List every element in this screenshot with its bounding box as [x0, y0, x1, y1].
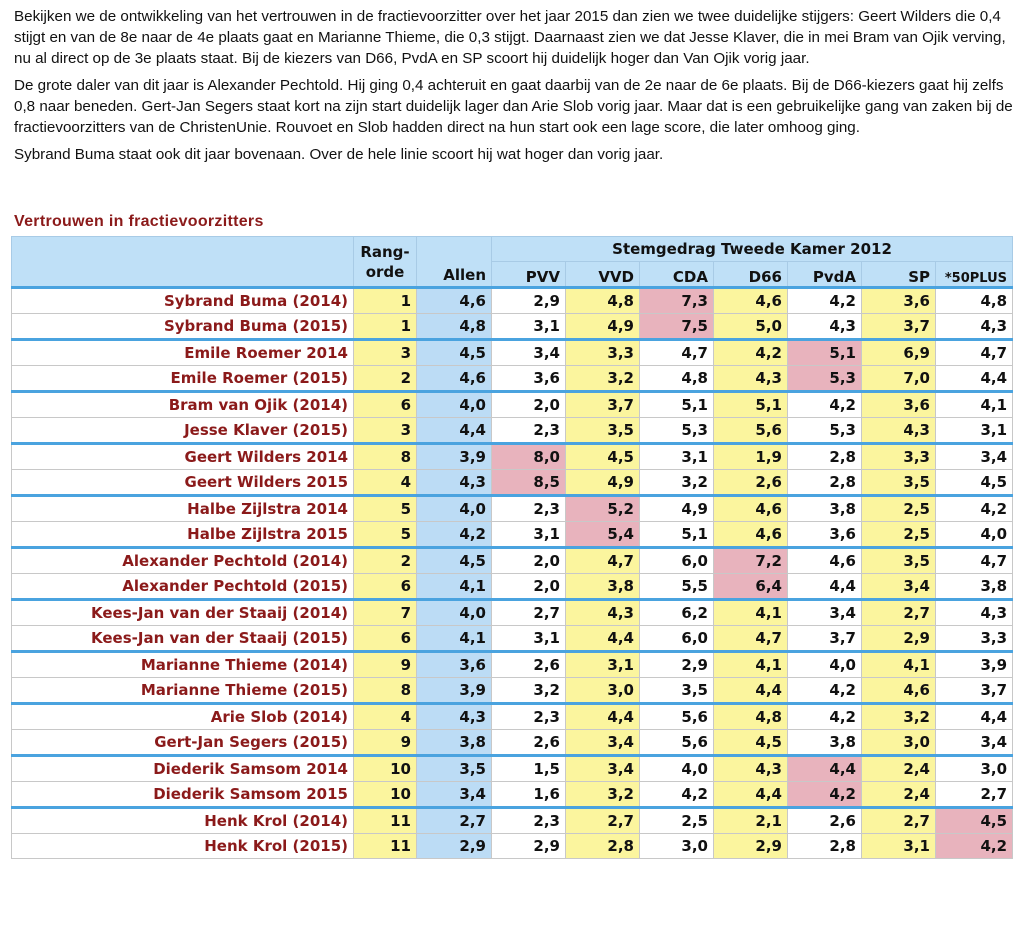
allen-cell: 3,8: [417, 730, 492, 756]
header-party-3: CDA: [640, 262, 714, 288]
party-score-6: 3,6: [862, 288, 936, 314]
party-score-3: 4,7: [640, 340, 714, 366]
rank-cell: 9: [354, 652, 417, 678]
party-score-4: 2,9: [714, 834, 788, 859]
party-score-7: 3,0: [936, 756, 1013, 782]
party-score-3: 3,0: [640, 834, 714, 859]
party-score-4: 6,4: [714, 574, 788, 600]
table-row: [12, 366, 1013, 392]
party-score-2: 2,8: [566, 834, 640, 859]
party-score-2: 4,4: [566, 704, 640, 730]
party-score-6: 2,4: [862, 756, 936, 782]
allen-cell: 4,5: [417, 340, 492, 366]
party-score-6: 3,3: [862, 444, 936, 470]
rank-cell: 2: [354, 366, 417, 392]
leader-name: Diederik Samsom 2014: [12, 756, 354, 782]
party-score-2: 4,3: [566, 600, 640, 626]
allen-cell: 4,0: [417, 496, 492, 522]
header-allen: Allen: [417, 237, 492, 288]
table-row: [12, 314, 1013, 340]
allen-cell: 4,5: [417, 548, 492, 574]
party-score-2: 3,0: [566, 678, 640, 704]
party-score-7: 3,8: [936, 574, 1013, 600]
party-score-1: 2,3: [492, 496, 566, 522]
trust-table: [11, 236, 1013, 859]
party-score-7: 4,7: [936, 548, 1013, 574]
party-score-4: 5,0: [714, 314, 788, 340]
party-score-5: 5,1: [788, 340, 862, 366]
leader-name: Halbe Zijlstra 2015: [12, 522, 354, 548]
leader-name: Emile Roemer 2014: [12, 340, 354, 366]
allen-cell: 4,6: [417, 288, 492, 314]
party-score-3: 5,1: [640, 392, 714, 418]
party-score-1: 2,9: [492, 834, 566, 859]
party-score-2: 3,8: [566, 574, 640, 600]
rank-cell: 2: [354, 548, 417, 574]
party-score-6: 3,0: [862, 730, 936, 756]
allen-cell: 2,9: [417, 834, 492, 859]
party-score-3: 5,3: [640, 418, 714, 444]
party-score-1: 3,2: [492, 678, 566, 704]
party-score-5: 5,3: [788, 366, 862, 392]
party-score-2: 4,8: [566, 288, 640, 314]
party-score-6: 3,2: [862, 704, 936, 730]
rank-cell: 4: [354, 470, 417, 496]
table-title: Vertrouwen in fractievoorzitters: [14, 213, 264, 230]
party-score-4: 4,1: [714, 600, 788, 626]
party-score-3: 4,8: [640, 366, 714, 392]
leader-name: Henk Krol (2014): [12, 808, 354, 834]
party-score-2: 3,5: [566, 418, 640, 444]
table-row: [12, 704, 1013, 730]
party-score-5: 2,8: [788, 470, 862, 496]
leader-name: Halbe Zijlstra 2014: [12, 496, 354, 522]
party-score-6: 4,3: [862, 418, 936, 444]
party-score-5: 2,8: [788, 444, 862, 470]
header-group-label: Stemgedrag Tweede Kamer 2012: [492, 237, 1013, 262]
intro-text: [14, 6, 1014, 171]
allen-cell: 4,8: [417, 314, 492, 340]
party-score-3: 6,2: [640, 600, 714, 626]
party-score-6: 2,9: [862, 626, 936, 652]
party-score-5: 4,4: [788, 756, 862, 782]
header-party-6: SP: [862, 262, 936, 288]
table-row: [12, 392, 1013, 418]
party-score-3: 5,6: [640, 704, 714, 730]
table-row: [12, 548, 1013, 574]
leader-name: Geert Wilders 2014: [12, 444, 354, 470]
allen-cell: 4,0: [417, 392, 492, 418]
table-row: [12, 782, 1013, 808]
rank-cell: 8: [354, 678, 417, 704]
party-score-4: 4,5: [714, 730, 788, 756]
party-score-7: 4,4: [936, 366, 1013, 392]
leader-name: Bram van Ojik (2014): [12, 392, 354, 418]
party-score-7: 4,4: [936, 704, 1013, 730]
party-score-7: 2,7: [936, 782, 1013, 808]
party-score-4: 5,6: [714, 418, 788, 444]
rank-cell: 11: [354, 834, 417, 859]
party-score-7: 4,7: [936, 340, 1013, 366]
party-score-3: 4,0: [640, 756, 714, 782]
party-score-1: 2,0: [492, 574, 566, 600]
leader-name: Henk Krol (2015): [12, 834, 354, 859]
table-row: [12, 652, 1013, 678]
party-score-7: 3,7: [936, 678, 1013, 704]
party-score-1: 1,6: [492, 782, 566, 808]
party-score-1: 8,0: [492, 444, 566, 470]
party-score-5: 4,2: [788, 678, 862, 704]
party-score-3: 6,0: [640, 548, 714, 574]
party-score-3: 3,5: [640, 678, 714, 704]
party-score-2: 5,4: [566, 522, 640, 548]
rank-cell: 3: [354, 340, 417, 366]
table-row: [12, 756, 1013, 782]
table-row: [12, 730, 1013, 756]
leader-name: Marianne Thieme (2015): [12, 678, 354, 704]
party-score-1: 2,0: [492, 548, 566, 574]
party-score-1: 2,3: [492, 418, 566, 444]
rank-cell: 6: [354, 574, 417, 600]
party-score-3: 7,3: [640, 288, 714, 314]
party-score-1: 2,6: [492, 652, 566, 678]
party-score-3: 3,1: [640, 444, 714, 470]
intro-paragraph-1: Bekijken we de ontwikkeling van het vertrouwen in de fractievoorzitter over het jaar 2015 dan zien we twee duidelijke stijgers: Geert Wilders die 0,4 stijgt en van de 8e naar de 4e plaats gaat en Marianne Thieme, die 0,3 stijgt. Daarnaast zien we dat Jesse Klaver, die in mei Bram van Ojik verving, nu al direct op de 3e plaats staat. Bij de kiezers van D66, PvdA en SP scoort hij duidelijk hoger dan Van Ojik vorig jaar.: [14, 8, 1006, 67]
party-score-7: 3,4: [936, 444, 1013, 470]
party-score-7: 4,0: [936, 522, 1013, 548]
table-row: [12, 600, 1013, 626]
party-score-4: 4,7: [714, 626, 788, 652]
party-score-5: 2,6: [788, 808, 862, 834]
party-score-1: 2,0: [492, 392, 566, 418]
rank-cell: 9: [354, 730, 417, 756]
party-score-1: 1,5: [492, 756, 566, 782]
intro-paragraph-3: Sybrand Buma staat ook dit jaar bovenaan. Over de hele linie scoort hij wat hoger dan vorig jaar.: [14, 146, 664, 163]
leader-name: Diederik Samsom 2015: [12, 782, 354, 808]
party-score-3: 7,5: [640, 314, 714, 340]
party-score-6: 2,7: [862, 808, 936, 834]
party-score-5: 4,6: [788, 548, 862, 574]
header-party-4: D66: [714, 262, 788, 288]
party-score-3: 4,2: [640, 782, 714, 808]
party-score-7: 4,1: [936, 392, 1013, 418]
party-score-1: 2,6: [492, 730, 566, 756]
leader-name: Geert Wilders 2015: [12, 470, 354, 496]
table-row: [12, 678, 1013, 704]
allen-cell: 3,9: [417, 678, 492, 704]
rank-cell: 1: [354, 288, 417, 314]
party-score-7: 4,2: [936, 834, 1013, 859]
rank-cell: 5: [354, 496, 417, 522]
party-score-7: 4,3: [936, 600, 1013, 626]
party-score-4: 4,1: [714, 652, 788, 678]
party-score-3: 3,2: [640, 470, 714, 496]
rank-cell: 6: [354, 626, 417, 652]
rank-cell: 5: [354, 522, 417, 548]
party-score-4: 4,6: [714, 288, 788, 314]
party-score-1: 3,6: [492, 366, 566, 392]
rank-cell: 4: [354, 704, 417, 730]
allen-cell: 4,6: [417, 366, 492, 392]
party-score-2: 3,4: [566, 756, 640, 782]
rank-cell: 6: [354, 392, 417, 418]
party-score-7: 3,4: [936, 730, 1013, 756]
allen-cell: 3,6: [417, 652, 492, 678]
party-score-2: 3,4: [566, 730, 640, 756]
table-row: [12, 626, 1013, 652]
table-row: [12, 496, 1013, 522]
party-score-6: 2,7: [862, 600, 936, 626]
rank-cell: 7: [354, 600, 417, 626]
party-score-3: 5,1: [640, 522, 714, 548]
rank-cell: 3: [354, 418, 417, 444]
rank-cell: 11: [354, 808, 417, 834]
allen-cell: 3,5: [417, 756, 492, 782]
leader-name: Gert-Jan Segers (2015): [12, 730, 354, 756]
party-score-2: 4,9: [566, 470, 640, 496]
party-score-7: 3,1: [936, 418, 1013, 444]
party-score-3: 5,5: [640, 574, 714, 600]
table-row: [12, 834, 1013, 859]
allen-cell: 3,4: [417, 782, 492, 808]
party-score-2: 4,5: [566, 444, 640, 470]
party-score-6: 3,6: [862, 392, 936, 418]
party-score-5: 2,8: [788, 834, 862, 859]
leader-name: Alexander Pechtold (2015): [12, 574, 354, 600]
header-party-7: *50PLUS: [936, 262, 1013, 288]
party-score-4: 2,6: [714, 470, 788, 496]
party-score-4: 1,9: [714, 444, 788, 470]
party-score-4: 4,8: [714, 704, 788, 730]
party-score-6: 2,5: [862, 496, 936, 522]
party-score-6: 2,5: [862, 522, 936, 548]
allen-cell: 4,2: [417, 522, 492, 548]
party-score-5: 4,4: [788, 574, 862, 600]
party-score-5: 3,7: [788, 626, 862, 652]
party-score-6: 3,1: [862, 834, 936, 859]
header-rang-line2: orde: [365, 262, 405, 281]
party-score-2: 3,3: [566, 340, 640, 366]
party-score-7: 4,3: [936, 314, 1013, 340]
party-score-1: 3,1: [492, 626, 566, 652]
party-score-1: 2,3: [492, 704, 566, 730]
party-score-2: 3,2: [566, 782, 640, 808]
party-score-7: 4,5: [936, 470, 1013, 496]
table-row: [12, 470, 1013, 496]
party-score-7: 4,5: [936, 808, 1013, 834]
party-score-3: 5,6: [640, 730, 714, 756]
party-score-3: 2,5: [640, 808, 714, 834]
party-score-2: 5,2: [566, 496, 640, 522]
party-score-5: 4,2: [788, 392, 862, 418]
table-row: [12, 418, 1013, 444]
header-party-1: PVV: [492, 262, 566, 288]
leader-name: Sybrand Buma (2015): [12, 314, 354, 340]
party-score-2: 3,1: [566, 652, 640, 678]
allen-cell: 2,7: [417, 808, 492, 834]
header-rang-line1: Rang-: [360, 242, 410, 261]
leader-name: Arie Slob (2014): [12, 704, 354, 730]
party-score-5: 3,6: [788, 522, 862, 548]
allen-cell: 4,0: [417, 600, 492, 626]
header-rang: [354, 237, 417, 288]
party-score-2: 2,7: [566, 808, 640, 834]
party-score-3: 4,9: [640, 496, 714, 522]
rank-cell: 10: [354, 756, 417, 782]
rank-cell: 8: [354, 444, 417, 470]
party-score-2: 4,4: [566, 626, 640, 652]
header-name-cell: [12, 237, 354, 288]
party-score-1: 2,7: [492, 600, 566, 626]
party-score-2: 3,7: [566, 392, 640, 418]
party-score-5: 3,4: [788, 600, 862, 626]
allen-cell: 4,3: [417, 704, 492, 730]
party-score-4: 4,6: [714, 496, 788, 522]
table-row: [12, 808, 1013, 834]
table-row: [12, 288, 1013, 314]
party-score-5: 4,2: [788, 704, 862, 730]
party-score-6: 4,6: [862, 678, 936, 704]
party-score-3: 6,0: [640, 626, 714, 652]
party-score-6: 3,7: [862, 314, 936, 340]
party-score-6: 3,5: [862, 548, 936, 574]
party-score-5: 3,8: [788, 730, 862, 756]
party-score-6: 4,1: [862, 652, 936, 678]
party-score-1: 3,4: [492, 340, 566, 366]
party-score-6: 7,0: [862, 366, 936, 392]
leader-name: Sybrand Buma (2014): [12, 288, 354, 314]
party-score-4: 4,6: [714, 522, 788, 548]
party-score-4: 5,1: [714, 392, 788, 418]
party-score-5: 4,2: [788, 288, 862, 314]
table-row: [12, 522, 1013, 548]
party-score-1: 2,9: [492, 288, 566, 314]
table-row: [12, 340, 1013, 366]
party-score-3: 2,9: [640, 652, 714, 678]
party-score-1: 3,1: [492, 314, 566, 340]
leader-name: Alexander Pechtold (2014): [12, 548, 354, 574]
party-score-7: 4,8: [936, 288, 1013, 314]
rank-cell: 10: [354, 782, 417, 808]
leader-name: Kees-Jan van der Staaij (2015): [12, 626, 354, 652]
party-score-5: 4,3: [788, 314, 862, 340]
party-score-6: 2,4: [862, 782, 936, 808]
party-score-5: 4,0: [788, 652, 862, 678]
header-party-2: VVD: [566, 262, 640, 288]
party-score-6: 6,9: [862, 340, 936, 366]
party-score-2: 4,7: [566, 548, 640, 574]
party-score-1: 2,3: [492, 808, 566, 834]
header-party-5: PvdA: [788, 262, 862, 288]
party-score-4: 2,1: [714, 808, 788, 834]
party-score-7: 3,9: [936, 652, 1013, 678]
party-score-4: 7,2: [714, 548, 788, 574]
party-score-4: 4,4: [714, 782, 788, 808]
party-score-2: 3,2: [566, 366, 640, 392]
party-score-6: 3,5: [862, 470, 936, 496]
allen-cell: 4,1: [417, 574, 492, 600]
allen-cell: 3,9: [417, 444, 492, 470]
party-score-5: 4,2: [788, 782, 862, 808]
party-score-4: 4,3: [714, 366, 788, 392]
allen-cell: 4,1: [417, 626, 492, 652]
party-score-7: 4,2: [936, 496, 1013, 522]
party-score-5: 3,8: [788, 496, 862, 522]
party-score-7: 3,3: [936, 626, 1013, 652]
leader-name: Kees-Jan van der Staaij (2014): [12, 600, 354, 626]
rank-cell: 1: [354, 314, 417, 340]
party-score-4: 4,2: [714, 340, 788, 366]
party-score-6: 3,4: [862, 574, 936, 600]
party-score-4: 4,4: [714, 678, 788, 704]
allen-cell: 4,4: [417, 418, 492, 444]
party-score-1: 3,1: [492, 522, 566, 548]
table-row: [12, 444, 1013, 470]
table-row: [12, 574, 1013, 600]
intro-paragraph-2: De grote daler van dit jaar is Alexander Pechtold. Hij ging 0,4 achteruit en gaat daarbij van de 2e naar de 6e plaats. Bij de D66-kiezers gaat hij zelfs 0,8 naar beneden. Gert-Jan Segers staat kort na zijn start duidelijk lager dan Arie Slob vorig jaar. Maar dat is een gebruikelijke gang van zaken bij de fractievoorzitters van de ChristenUnie. Rouvoet en Slob hadden direct na hun start ook een lage score, die later omhoog ging.: [14, 77, 1013, 136]
leader-name: Jesse Klaver (2015): [12, 418, 354, 444]
allen-cell: 4,3: [417, 470, 492, 496]
party-score-4: 4,3: [714, 756, 788, 782]
party-score-1: 8,5: [492, 470, 566, 496]
party-score-5: 5,3: [788, 418, 862, 444]
leader-name: Emile Roemer (2015): [12, 366, 354, 392]
party-score-2: 4,9: [566, 314, 640, 340]
leader-name: Marianne Thieme (2014): [12, 652, 354, 678]
